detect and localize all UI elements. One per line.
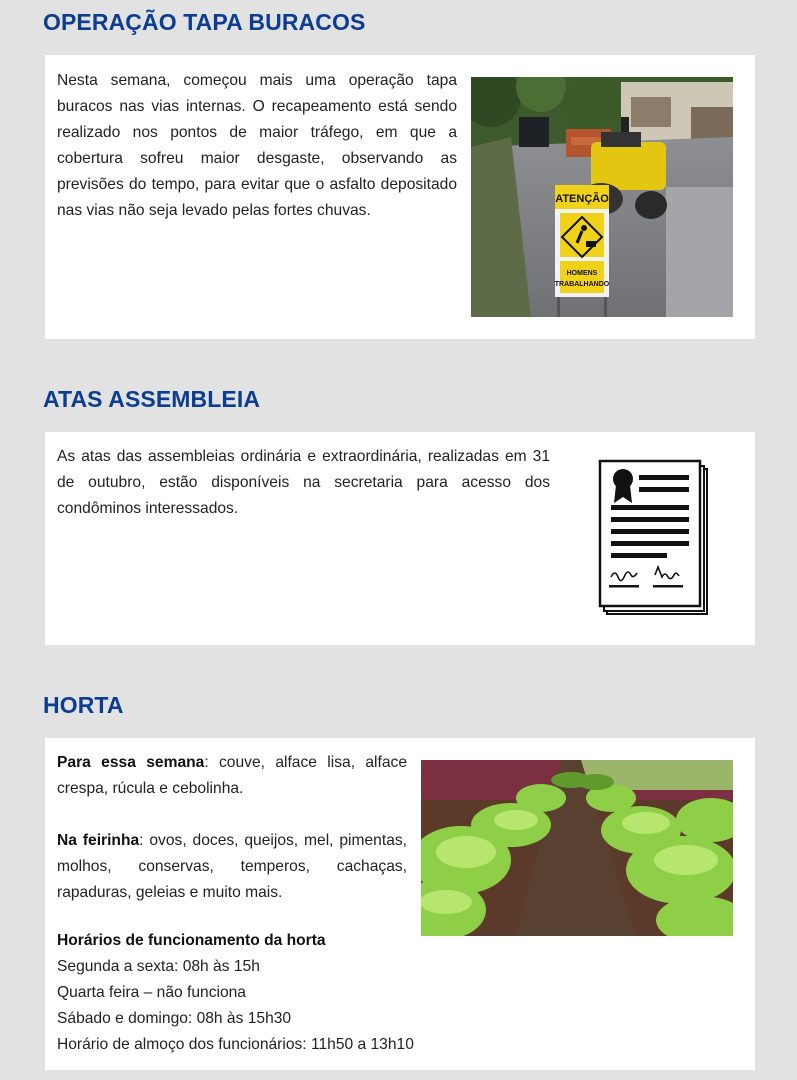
horta-semana-paragraph bbox=[57, 750, 407, 802]
document-certificate-icon bbox=[595, 457, 713, 617]
horario-line: Horário de almoço dos funcionários: 11h50 a 13h10 bbox=[57, 1036, 414, 1053]
horario-line: Sábado e domingo: 08h às 15h30 bbox=[57, 1010, 292, 1027]
horta-text-block bbox=[57, 750, 407, 906]
card-atas bbox=[45, 432, 755, 645]
sign-top-text: ATENÇÃO bbox=[555, 193, 609, 205]
horta-feirinha-text: : ovos, doces, queijos, mel, pimentas, molhos, conservas, temperos, cachaças, rapaduras, geleias e muito mais. bbox=[57, 832, 407, 901]
horarios-title: Horários de funcionamento da horta bbox=[57, 932, 326, 949]
section-title-operacao: OPERAÇÃO TAPA BURACOS bbox=[43, 9, 366, 35]
horta-feirinha-paragraph bbox=[57, 828, 407, 906]
horta-horarios-block bbox=[57, 928, 657, 1058]
section-title-horta: HORTA bbox=[43, 692, 124, 718]
lettuce-garden-photo bbox=[421, 760, 733, 936]
road-work-photo bbox=[471, 77, 733, 317]
sign-line2-text: TRABALHANDO bbox=[554, 281, 610, 288]
section-title-atas: ATAS ASSEMBLEIA bbox=[43, 386, 261, 412]
card-horta bbox=[45, 738, 755, 1070]
horta-semana-text: : couve, alface lisa, alface crespa, rúcula e cebolinha. bbox=[57, 754, 407, 797]
atas-text: As atas das assembleias ordinária e extraordinária, realizadas em 31 de outubro, estão disponíveis na secretaria para acesso dos condôminos interessados. bbox=[57, 448, 550, 517]
card-operacao bbox=[45, 55, 755, 339]
sign-line1-text: HOMENS bbox=[566, 270, 598, 277]
horario-line: Quarta feira – não funciona bbox=[57, 984, 246, 1001]
horta-feirinha-label: Na feirinha bbox=[57, 832, 140, 849]
horario-line: Segunda a sexta: 08h às 15h bbox=[57, 958, 260, 975]
operacao-text: Nesta semana, começou mais uma operação tapa buracos nas vias internas. O recapeamento está sendo realizado nos pontos de maior tráfego, em que a cobertura sofreu maior desgaste, observando as previsões do tempo, para evitar que o asfalto depositado nas vias não seja levado pelas fortes chuvas. bbox=[57, 72, 457, 219]
horta-semana-label: Para essa semana bbox=[57, 754, 205, 771]
